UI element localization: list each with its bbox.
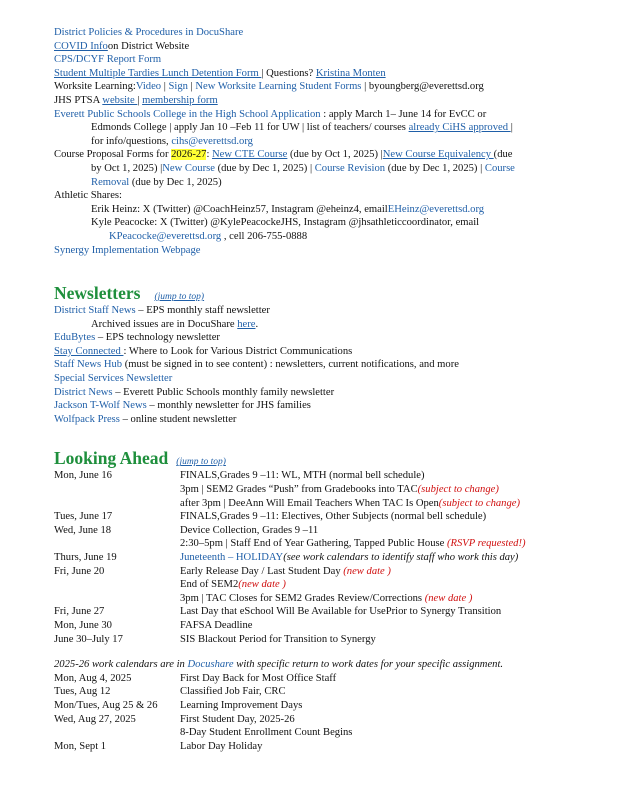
- worksite-label: Worksite Learning:: [54, 81, 136, 93]
- schedule-date: Wed, June 18: [54, 524, 112, 536]
- calendar-note-text: with specific return to work dates for your specific assignment.: [233, 659, 504, 671]
- district-policies-link[interactable]: District Policies & Procedures in DocuShare: [54, 27, 244, 38]
- schedule-event: [180, 497, 599, 511]
- removal-due-text: (due by Dec 1, 2025): [129, 176, 222, 188]
- schedule-event-text: Classified Job Fair, CRC: [180, 686, 286, 698]
- schedule-date: [54, 592, 180, 606]
- schedule-event: [180, 578, 599, 592]
- schedule-event-text: Learning Improvement Days: [180, 699, 303, 711]
- schedule-event: [180, 672, 599, 686]
- equiv-due-text: (due: [493, 149, 513, 161]
- schedule-row: [54, 578, 599, 592]
- course-removal-link-2[interactable]: Removal: [91, 176, 130, 188]
- schedule-event: [180, 605, 599, 619]
- schedule-date: [54, 726, 180, 740]
- schedule-date: June 30–July 17: [54, 633, 123, 645]
- revision-due-text: (due by Dec 1, 2025) |: [385, 162, 485, 174]
- edubytes-link[interactable]: EduBytes: [54, 332, 96, 344]
- schedule-date: Mon, Sept 1: [54, 740, 107, 752]
- schedule-event-text: Labor Day Holiday: [180, 740, 263, 752]
- jump-to-top-link[interactable]: (jump to top): [176, 457, 226, 468]
- docushare-link[interactable]: Docushare: [187, 659, 234, 671]
- schedule-note: (new date ): [238, 579, 286, 591]
- schedule-row: [54, 605, 599, 619]
- schedule-row: [54, 483, 599, 497]
- schedule-date: Thurs, June 19: [54, 552, 117, 563]
- schedule-date: Tues, June 17: [54, 511, 113, 523]
- staff-hub-desc: (must be signed in to see content) : newsletters, current notifications, and more: [122, 359, 459, 371]
- cps-dcyf-link[interactable]: CPS/DCYF Report Form: [54, 54, 162, 66]
- college-dates-text: : apply March 1– June 14 for EvCC or: [320, 108, 487, 120]
- schedule-event: [180, 469, 599, 483]
- upcoming-dates-list: [54, 672, 599, 754]
- cihs-email-link[interactable]: cihs@everettsd.org: [171, 135, 253, 147]
- looking-ahead-heading: Looking Ahead: [54, 448, 169, 469]
- course-revision-link[interactable]: Course Revision: [314, 162, 386, 174]
- schedule-date: Mon/Tues, Aug 25 & 26: [54, 699, 158, 711]
- schedule-event: [180, 713, 599, 727]
- calendar-note-text: 2025-26 work calendars are in: [54, 659, 188, 671]
- synergy-link[interactable]: Synergy Implementation Webpage: [54, 244, 201, 256]
- schedule-event-text: 3pm | TAC Closes for SEM2 Grades Review/Corrections: [180, 592, 425, 604]
- wolfpack-desc: – online student newsletter: [119, 413, 237, 425]
- schedule-event-text: 2:30–5pm | Staff End of Year Gathering, Tapped Public House: [180, 538, 447, 550]
- schedule-date: [54, 537, 180, 551]
- schedule-event-text: FINALS,Grades 9 –11: Electives, Other Subjects (normal bell schedule): [180, 511, 487, 523]
- new-course-link[interactable]: New Course: [162, 162, 215, 174]
- schedule-row: [54, 592, 599, 606]
- schedule-row: [54, 633, 599, 647]
- schedule-row: [54, 551, 599, 565]
- staff-news-desc: – EPS monthly staff newsletter: [135, 305, 270, 317]
- schedule-date: Mon, Aug 4, 2025: [54, 672, 132, 684]
- schedule-list: [54, 469, 599, 646]
- schedule-row: [54, 537, 599, 551]
- schedule-date: Tues, Aug 12: [54, 686, 111, 698]
- separator: |: [161, 81, 169, 93]
- sign-link[interactable]: Sign: [168, 81, 188, 93]
- schedule-event-text: SIS Blackout Period for Transition to Synergy: [180, 633, 376, 645]
- video-link[interactable]: Video: [135, 81, 162, 93]
- calendar-note: [54, 658, 599, 672]
- schedule-event: [180, 565, 599, 579]
- stay-connected-link[interactable]: Stay Connected: [54, 345, 124, 357]
- erik-contact-text: Erik Heinz: X (Twitter) @CoachHeinz57, Instagram @eheinz4, email: [91, 203, 388, 215]
- staff-news-hub-link[interactable]: Staff News Hub: [54, 359, 123, 371]
- edubytes-desc: – EPS technology newsletter: [95, 332, 220, 344]
- schedule-event: [180, 633, 599, 647]
- schedule-row: [54, 469, 599, 483]
- kyle-email-link[interactable]: KPeacocke@everettsd.org: [109, 230, 222, 242]
- schedule-date: [54, 497, 180, 511]
- schedule-event: [180, 699, 599, 713]
- schedule-event-text: Early Release Day / Last Student Day: [180, 565, 344, 577]
- jackson-news-link[interactable]: Jackson T-Wolf News: [54, 400, 147, 412]
- schedule-row: [54, 740, 599, 754]
- schedule-event-text: 3pm | SEM2 Grades “Push” from Gradebooks into TAC: [180, 484, 418, 496]
- questions-text: | Questions?: [261, 67, 316, 79]
- schedule-note: (new date ): [343, 565, 391, 577]
- ptsa-label: JHS PTSA: [54, 94, 103, 106]
- district-news-link[interactable]: District News: [54, 386, 113, 398]
- course-proposal-label: Course Proposal Forms for: [54, 149, 172, 161]
- schedule-event-text: FAFSA Deadline: [180, 619, 253, 631]
- archived-text: Archived issues are in DocuShare: [91, 318, 238, 330]
- schedule-event: [180, 510, 599, 524]
- schedule-note: (subject to change): [438, 497, 520, 509]
- schedule-event: [180, 524, 599, 538]
- membership-form-link[interactable]: membership form: [142, 94, 218, 106]
- schedule-row: [54, 672, 599, 686]
- schedule-event: [180, 483, 599, 497]
- kristina-link[interactable]: Kristina Monten: [315, 67, 386, 79]
- cte-due-text: (due by Oct 1, 2025) |: [287, 149, 383, 161]
- newsletters-heading: Newsletters: [54, 283, 141, 304]
- schedule-event-text: after 3pm | DeeAnn Will Email Teachers When TAC Is Open: [180, 497, 439, 509]
- schedule-event-text: Device Collection, Grades 9 –11: [180, 524, 319, 536]
- course-removal-link[interactable]: Course: [484, 162, 515, 174]
- archive-here-link[interactable]: here: [237, 318, 256, 330]
- newsletters-heading-row: [54, 283, 599, 304]
- covid-text: on District Website: [107, 40, 190, 52]
- college-app-link[interactable]: Everett Public Schools College in the High School Application: [54, 108, 321, 120]
- erik-email-link[interactable]: EHeinz@everettsd.org: [387, 203, 485, 215]
- separator: :: [206, 149, 213, 161]
- wolfpack-press-link[interactable]: Wolfpack Press: [54, 413, 120, 425]
- schedule-event-text: Last Day that eSchool Will Be Available for UsePrior to Synergy Transition: [180, 606, 502, 618]
- juneteenth-link[interactable]: Juneteenth: [180, 552, 226, 563]
- separator: |: [137, 94, 143, 106]
- schedule-event-text: First Day Back for Most Office Staff: [180, 672, 337, 684]
- schedule-row: [54, 713, 599, 727]
- jump-to-top-link[interactable]: (jump to top): [154, 292, 205, 303]
- ptsa-website-link[interactable]: website: [102, 94, 138, 106]
- worksite-forms-link[interactable]: New Worksite Learning Student Forms: [195, 81, 362, 93]
- document-page: [54, 26, 599, 753]
- schedule-date: Mon, June 30: [54, 619, 112, 631]
- schedule-note: (see work calendars to identify staff who work this day): [283, 552, 519, 563]
- tardies-form-link[interactable]: Student Multiple Tardies Lunch Detention Form: [54, 67, 262, 79]
- schedule-event: [180, 740, 599, 754]
- schedule-event: [180, 592, 599, 606]
- athletic-label: Athletic Shares:: [54, 190, 122, 202]
- schedule-date: [54, 578, 180, 592]
- college-info-text: for info/questions,: [91, 135, 172, 147]
- schedule-row: [54, 726, 599, 740]
- equiv-due-text-2: by Oct 1, 2025) |: [91, 162, 163, 174]
- schedule-event: [180, 551, 599, 565]
- schedule-date: [54, 483, 180, 497]
- schedule-date: Mon, June 16: [54, 470, 112, 482]
- kyle-contact-text: Kyle Peacocke: X (Twitter) @KylePeacockeJHS, Instagram @jhsathleticcoordinator, email: [91, 217, 480, 229]
- schedule-note: (subject to change): [417, 484, 499, 496]
- holiday-text: – HOLIDAY: [225, 552, 284, 563]
- schedule-row: [54, 619, 599, 633]
- new-course-due-text: (due by Dec 1, 2025) |: [214, 162, 315, 174]
- schedule-note: (new date ): [424, 592, 473, 604]
- schedule-row: [54, 510, 599, 524]
- schedule-row: [54, 497, 599, 511]
- schedule-event-text: End of SEM2: [180, 579, 239, 591]
- staff-news-link[interactable]: District Staff News: [54, 305, 136, 317]
- kyle-cell-text: , cell 206-755-0888: [221, 230, 308, 242]
- worksite-email-text: | byoungberg@everettsd.org: [361, 81, 484, 93]
- special-services-link[interactable]: Special Services Newsletter: [54, 373, 173, 385]
- schedule-event-text: First Student Day, 2025-26: [180, 713, 295, 725]
- schedule-row: [54, 524, 599, 538]
- separator: |: [510, 122, 513, 134]
- new-cte-course-link[interactable]: New CTE Course: [212, 149, 288, 161]
- course-equivalency-link[interactable]: New Course Equivalency: [382, 149, 494, 161]
- district-news-desc: – Everett Public Schools monthly family newsletter: [112, 386, 335, 398]
- period: .: [255, 318, 259, 330]
- schedule-event: [180, 685, 599, 699]
- schedule-row: [54, 685, 599, 699]
- schedule-date: Fri, June 27: [54, 606, 105, 618]
- schedule-date: Wed, Aug 27, 2025: [54, 713, 136, 725]
- looking-ahead-heading-row: [54, 448, 599, 469]
- cihs-approved-link[interactable]: already CiHS approved: [408, 122, 511, 134]
- schedule-event: [180, 537, 599, 551]
- schedule-event-text: FINALS,Grades 9 –11: WL, MTH (normal bell schedule): [180, 470, 425, 482]
- schedule-event: [180, 619, 599, 633]
- schedule-row: [54, 699, 599, 713]
- jackson-news-desc: – monthly newsletter for JHS families: [146, 400, 311, 412]
- covid-info-link[interactable]: COVID Info: [54, 40, 108, 52]
- separator: |: [187, 81, 196, 93]
- schedule-event: [180, 726, 599, 740]
- schedule-note: (RSVP requested!): [446, 538, 526, 550]
- stay-connected-desc: : Where to Look for Various District Communications: [123, 345, 353, 357]
- schedule-date: Fri, June 20: [54, 565, 105, 577]
- college-line2-text: Edmonds College | apply Jan 10 –Feb 11 for UW | list of teachers/ courses: [91, 122, 409, 134]
- schedule-event-text: 8-Day Student Enrollment Count Begins: [180, 727, 353, 739]
- course-year-highlight: 2026-27: [171, 149, 207, 161]
- schedule-row: [54, 565, 599, 579]
